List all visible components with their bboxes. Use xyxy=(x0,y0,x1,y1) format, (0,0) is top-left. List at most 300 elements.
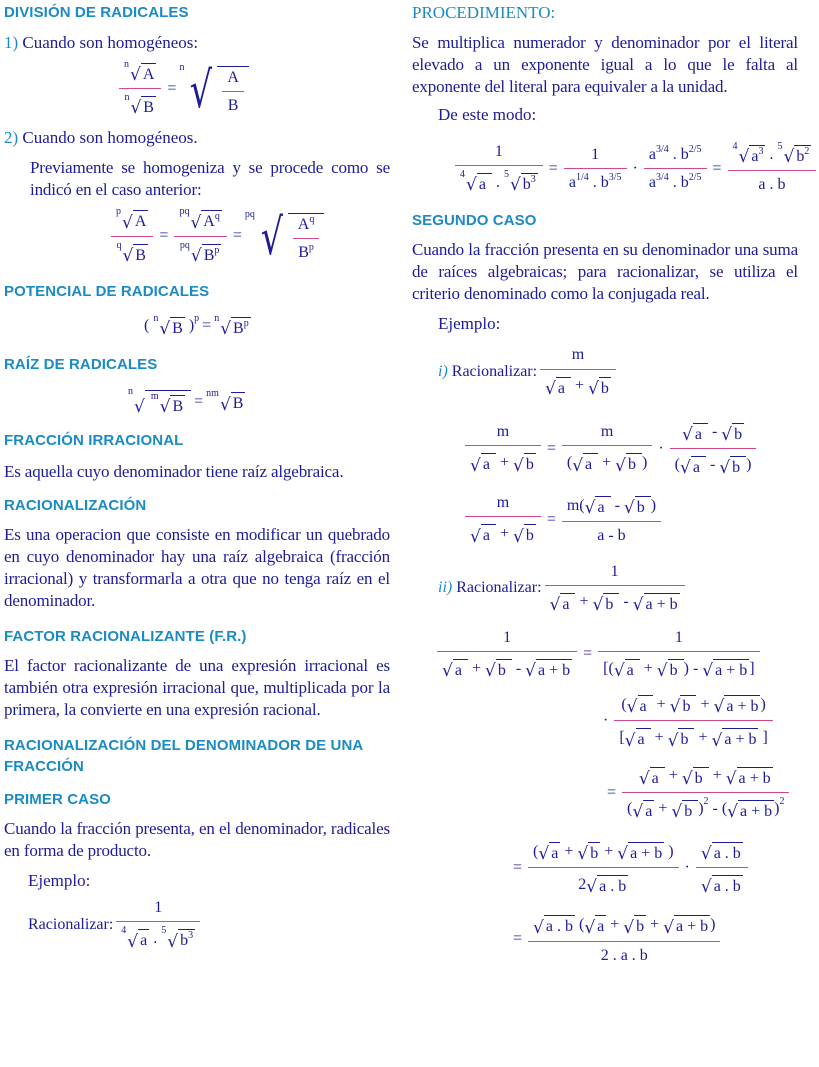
math-text: + xyxy=(646,915,664,933)
radical xyxy=(624,493,651,517)
radicand xyxy=(643,800,654,821)
heading-procedimiento: PROCEDIMIENTO: xyxy=(412,3,556,22)
math-group xyxy=(510,912,723,964)
math-text: a + b xyxy=(538,662,571,680)
math-text: - xyxy=(511,659,526,677)
radical xyxy=(680,453,706,477)
radical xyxy=(533,912,575,936)
segundo-caso-paragraph: Cuando la fracción presenta en su denominador una suma de raíces algebraicas; para racionalizar, se utiliza el criterio denominado como la conjugada real. xyxy=(412,240,798,304)
numerator xyxy=(670,628,688,651)
heading-primer-caso: PRIMER CASO xyxy=(4,791,111,809)
radical xyxy=(116,207,148,231)
radicand xyxy=(556,377,571,398)
math-group xyxy=(298,243,314,262)
math-text: - xyxy=(619,593,633,611)
fraction xyxy=(116,898,200,950)
math-text: b xyxy=(636,499,649,517)
fraction xyxy=(111,207,153,264)
radicand xyxy=(599,377,611,398)
fraction xyxy=(562,493,661,545)
math-text: 1 xyxy=(591,145,600,163)
math-text: ( xyxy=(144,317,154,335)
math-text: b xyxy=(684,802,697,820)
radical-sign-icon: √ xyxy=(721,424,733,445)
formula-step-5 xyxy=(604,764,798,821)
radical-sign-icon: √ xyxy=(586,877,598,898)
radical xyxy=(572,450,598,474)
radical-index: pq xyxy=(244,208,255,220)
math-text: m( xyxy=(566,496,585,514)
radicand xyxy=(595,915,606,936)
fraction xyxy=(528,839,678,896)
equals-sign: = xyxy=(513,929,523,947)
ejemplo-label: Ejemplo: xyxy=(28,871,91,891)
radical xyxy=(470,450,496,474)
math-text: a xyxy=(692,458,704,476)
radical-sign-icon: √ xyxy=(130,98,142,119)
math-text: . b xyxy=(668,173,689,191)
denominator xyxy=(545,585,685,614)
radical-sign-icon: √ xyxy=(680,458,691,479)
formula-step-3 xyxy=(434,628,798,680)
numerator xyxy=(490,142,508,165)
exponent: q xyxy=(214,211,220,223)
radical-sign-icon: √ xyxy=(671,802,683,822)
math-text: [( xyxy=(603,659,614,677)
math-text: a + b xyxy=(676,918,709,936)
fraction xyxy=(622,764,789,821)
math-group xyxy=(751,147,763,166)
math-text: a xyxy=(751,148,759,165)
radicand xyxy=(737,767,773,788)
numerator xyxy=(528,912,720,940)
math-text: B xyxy=(172,319,183,337)
radical-sign-icon: √ xyxy=(470,455,481,476)
math-text: + xyxy=(708,767,726,785)
denominator xyxy=(293,238,320,262)
math-group xyxy=(121,926,195,950)
exponent: q xyxy=(309,213,315,225)
radical xyxy=(668,725,695,749)
formula-step-1 xyxy=(462,420,798,477)
radical xyxy=(632,797,654,821)
radicand xyxy=(738,800,774,821)
equals-sign: = xyxy=(583,645,593,663)
math-group xyxy=(116,60,249,117)
denominator xyxy=(222,91,244,115)
radicand xyxy=(712,842,743,863)
math-text: . xyxy=(149,929,162,947)
math-text: a + b xyxy=(724,731,757,749)
radical-index: n xyxy=(214,312,220,324)
radical xyxy=(206,389,245,413)
fraccion-paragraph: Es aquella cuyo denominador tiene raíz algebraica. xyxy=(4,462,344,482)
math-text: A xyxy=(203,213,215,231)
math-text: a xyxy=(562,595,574,613)
math-group xyxy=(649,145,702,164)
radical xyxy=(670,692,697,716)
denominator xyxy=(670,448,757,477)
math-text: b xyxy=(694,769,707,787)
denominator xyxy=(562,445,652,474)
radicand xyxy=(524,524,536,545)
numerator xyxy=(222,68,244,91)
radical-index: n xyxy=(124,59,129,70)
math-group xyxy=(604,764,792,821)
radical xyxy=(151,392,185,416)
fraction xyxy=(670,420,757,477)
radicand xyxy=(713,659,749,680)
radical xyxy=(180,241,222,265)
radical-sign-icon: √ xyxy=(134,397,145,418)
equals-sign: = xyxy=(546,439,556,457)
radical xyxy=(153,314,185,338)
multiply-dot: · xyxy=(684,859,690,877)
math-text: - ( xyxy=(708,800,728,818)
math-group xyxy=(733,142,812,166)
radical-sign-icon: √ xyxy=(538,844,550,865)
math-text: a xyxy=(478,176,490,194)
radical-sign-icon: √ xyxy=(167,931,179,952)
radical xyxy=(663,912,710,936)
math-text: m xyxy=(496,423,510,441)
math-text: + xyxy=(696,695,714,713)
math-text: B xyxy=(143,99,154,117)
example-number: i) xyxy=(438,362,448,380)
math-group xyxy=(567,450,647,474)
radical xyxy=(550,590,576,614)
fraction xyxy=(465,422,541,474)
formula-potencial xyxy=(144,314,390,338)
denominator xyxy=(455,165,543,194)
radical xyxy=(577,839,600,863)
denominator xyxy=(465,516,541,545)
formula-example-i xyxy=(537,345,619,397)
radicand xyxy=(536,659,572,680)
math-text xyxy=(185,394,189,413)
exponent: 2 xyxy=(703,795,709,807)
equals-sign: = xyxy=(202,317,212,335)
equals-sign: = xyxy=(167,80,177,98)
radicand xyxy=(477,173,492,194)
math-text: ) xyxy=(642,453,648,471)
radical-index: pq xyxy=(179,206,190,218)
racionalizar-label: Racionalizar: xyxy=(28,915,114,933)
radical xyxy=(214,314,251,338)
numerator xyxy=(567,345,589,368)
de-este-modo-label: De este modo: xyxy=(438,105,537,124)
radical xyxy=(538,839,560,863)
radical xyxy=(714,692,761,716)
math-group xyxy=(460,170,538,194)
math-text: + xyxy=(560,842,578,860)
case-2-paragraph: Previamente se homogeniza y se procede como se indicó en el caso anterior: xyxy=(30,158,390,200)
denominator xyxy=(540,369,616,398)
radicand xyxy=(544,915,575,936)
radicand xyxy=(634,915,646,936)
case-text: Cuando son homogéneos: xyxy=(22,33,199,52)
multiply-dot: · xyxy=(632,159,638,177)
math-group xyxy=(462,420,759,477)
radical-index: n xyxy=(124,92,130,104)
radicand xyxy=(481,524,496,545)
math-text: a . b xyxy=(545,918,573,936)
math-group xyxy=(108,206,324,267)
denominator xyxy=(465,445,541,474)
radical xyxy=(682,420,708,444)
radicand xyxy=(133,244,148,265)
math-text: 1 xyxy=(494,143,503,160)
radical xyxy=(244,208,324,267)
radicand xyxy=(691,456,706,477)
radicand xyxy=(588,842,600,863)
math-text: a + b xyxy=(738,769,771,787)
radical xyxy=(585,493,611,517)
math-text: a xyxy=(482,527,494,545)
math-text: + xyxy=(652,695,670,713)
radical-sign-icon: √ xyxy=(624,730,636,751)
denominator xyxy=(622,792,789,821)
denominator xyxy=(174,236,226,265)
math-text: ( xyxy=(674,456,680,474)
radical-index: 5 xyxy=(503,169,509,181)
math-text: A xyxy=(142,66,155,83)
radical-sign-icon: √ xyxy=(719,458,731,479)
math-text: a xyxy=(597,499,609,517)
numerator xyxy=(492,493,514,516)
math-text: ) xyxy=(184,317,195,335)
math-group xyxy=(233,319,249,338)
radical-sign-icon: √ xyxy=(632,594,644,615)
equals-sign: = xyxy=(194,392,204,410)
math-text: ( xyxy=(566,453,573,471)
fraction xyxy=(728,142,817,194)
radical-sign-icon: √ xyxy=(577,844,589,865)
math-text: b xyxy=(669,662,682,680)
math-text: A xyxy=(227,68,239,86)
radical-sign-icon: √ xyxy=(130,65,141,86)
numerator xyxy=(644,145,707,168)
radicand xyxy=(496,659,512,680)
math-text: b xyxy=(522,176,531,194)
math-text: a + b xyxy=(726,698,759,716)
factor-paragraph: El factor racionalizante de una expresión irracional es también otra expresión irracional que, multiplicada por la primera, la convierte en una expresión racional. xyxy=(4,656,390,720)
case-2-line xyxy=(4,127,390,149)
math-group xyxy=(649,173,702,192)
radical-sign-icon: √ xyxy=(725,768,737,789)
math-group xyxy=(470,521,536,545)
math-text: . b xyxy=(668,145,689,163)
radicand xyxy=(674,915,710,936)
math-group xyxy=(442,656,572,680)
math-text: 1 xyxy=(674,628,683,646)
radical-sign-icon: √ xyxy=(613,661,625,682)
math-text: ) xyxy=(698,800,704,818)
math-text: a xyxy=(585,456,597,474)
radical-index: 5 xyxy=(777,141,783,152)
exponent: p xyxy=(194,312,200,324)
math-group xyxy=(298,215,315,234)
radical-sign-icon: √ xyxy=(615,455,627,476)
fraction xyxy=(696,839,748,896)
radical-sign-icon: √ xyxy=(663,917,675,938)
case-number: 1) xyxy=(4,33,19,52)
formula-step-6 xyxy=(510,839,798,896)
radical xyxy=(442,656,468,680)
math-text: a . b xyxy=(713,845,741,862)
numerator xyxy=(728,142,817,170)
math-group xyxy=(462,493,664,545)
math-text: - xyxy=(707,423,722,441)
radicand xyxy=(794,145,811,166)
math-text: B xyxy=(227,96,239,114)
math-group xyxy=(603,656,754,680)
math-text: A xyxy=(297,215,310,233)
radicand xyxy=(644,593,680,614)
multiply-dot: · xyxy=(658,439,664,457)
denominator xyxy=(111,236,153,265)
radicand xyxy=(638,695,653,716)
equals-sign: = xyxy=(159,227,169,245)
math-text: a xyxy=(454,662,466,680)
math-text: b xyxy=(590,845,599,862)
radical-sign-icon: √ xyxy=(667,730,679,751)
radicand xyxy=(201,210,222,231)
radical xyxy=(777,142,811,166)
radicand xyxy=(524,453,536,474)
math-text: b xyxy=(796,148,805,165)
exponent: 2 xyxy=(804,146,810,157)
math-text: a xyxy=(597,918,605,936)
radicand xyxy=(626,453,642,474)
math-text: B xyxy=(172,397,184,415)
math-text: + xyxy=(664,767,682,785)
math-group xyxy=(567,493,656,517)
numerator xyxy=(149,898,167,921)
radical-sign-icon: √ xyxy=(190,212,202,233)
radical-sign-icon: √ xyxy=(533,917,544,938)
radical xyxy=(625,725,651,749)
equals-sign: = xyxy=(548,159,558,177)
radical-index: q xyxy=(116,239,122,251)
math-text: - xyxy=(705,456,720,474)
radical xyxy=(588,374,611,398)
math-text: a xyxy=(648,145,656,163)
fraction xyxy=(455,142,543,194)
radical-sign-icon: √ xyxy=(656,661,668,682)
radical-index: nm xyxy=(206,388,219,400)
radicand xyxy=(481,453,496,474)
radicand xyxy=(178,929,195,950)
fraction xyxy=(528,912,720,964)
fraction xyxy=(614,692,772,749)
radical-sign-icon: √ xyxy=(623,498,635,519)
math-text: b xyxy=(734,425,743,443)
radical-sign-icon: √ xyxy=(466,175,477,196)
numerator xyxy=(498,628,516,651)
numerator xyxy=(606,562,624,585)
radical-sign-icon: √ xyxy=(470,526,481,547)
math-text: a xyxy=(626,662,638,680)
math-group xyxy=(796,147,809,166)
exponent: 3/4 xyxy=(655,143,669,155)
numerator xyxy=(616,692,770,720)
math-text: b xyxy=(732,458,745,476)
racionalizacion-paragraph: Es una operacion que consiste en modificar un quebrado en cuyo denominador hay una raíz algebraica (fracción irracional) y transformarla a otra que no tenga raíz en el denominador. xyxy=(4,525,390,611)
radical xyxy=(460,170,492,194)
radical-sign-icon: √ xyxy=(512,455,524,476)
radicand xyxy=(625,659,640,680)
math-group xyxy=(144,314,251,338)
formula-step-7 xyxy=(510,912,798,964)
radical xyxy=(615,450,642,474)
radical xyxy=(657,656,684,680)
math-text: . xyxy=(491,173,504,191)
ejemplo-label: Ejemplo: xyxy=(438,314,501,334)
left-column xyxy=(4,2,390,951)
radical xyxy=(727,797,774,821)
radical-sign-icon: √ xyxy=(260,208,283,267)
radicand xyxy=(453,659,468,680)
formula-step-2 xyxy=(462,493,798,545)
radicand xyxy=(636,728,651,749)
radical xyxy=(701,839,743,863)
fraction xyxy=(465,493,541,545)
math-text: ) - xyxy=(683,659,703,677)
radical-sign-icon: √ xyxy=(545,378,556,399)
radical-index: 5 xyxy=(161,925,167,937)
radical-sign-icon: √ xyxy=(588,378,599,399)
exponent: 3/4 xyxy=(655,171,669,183)
numerator xyxy=(586,145,604,168)
fraction xyxy=(293,215,320,262)
radicand xyxy=(595,496,610,517)
math-group xyxy=(621,692,765,716)
heading-racionalizacion: RACIONALIZACIÓN xyxy=(4,497,147,515)
radical-sign-icon: √ xyxy=(190,60,213,119)
math-text: 1 xyxy=(503,628,512,646)
radical xyxy=(124,93,156,117)
math-text: b xyxy=(682,698,695,716)
radical-sign-icon: √ xyxy=(617,844,629,865)
formula-division-homogeneous xyxy=(116,60,390,117)
radical xyxy=(586,872,628,896)
formula-division-heterogeneous xyxy=(108,206,390,267)
denominator xyxy=(437,651,577,680)
radical-sign-icon: √ xyxy=(702,661,714,682)
math-text: + xyxy=(467,659,485,677)
math-text: + xyxy=(650,728,668,746)
radicand xyxy=(693,767,709,788)
denominator xyxy=(614,720,772,749)
math-text: + xyxy=(654,800,672,818)
math-text: 2 . a . b xyxy=(600,946,648,964)
radical xyxy=(179,60,248,119)
radical xyxy=(721,420,744,444)
math-text: + xyxy=(694,728,712,746)
exponent: 3/5 xyxy=(608,171,622,183)
radical-sign-icon: √ xyxy=(512,526,524,547)
formula-step-4 xyxy=(600,692,798,749)
radical xyxy=(513,521,536,545)
math-text: + xyxy=(495,524,513,542)
math-text: a xyxy=(694,425,706,443)
heading-division-radicales: DIVISIÓN DE RADICALES xyxy=(4,4,189,21)
math-text: a . b xyxy=(758,176,786,194)
radicand xyxy=(628,842,664,863)
math-text: m xyxy=(600,423,614,441)
radicand xyxy=(749,145,765,166)
